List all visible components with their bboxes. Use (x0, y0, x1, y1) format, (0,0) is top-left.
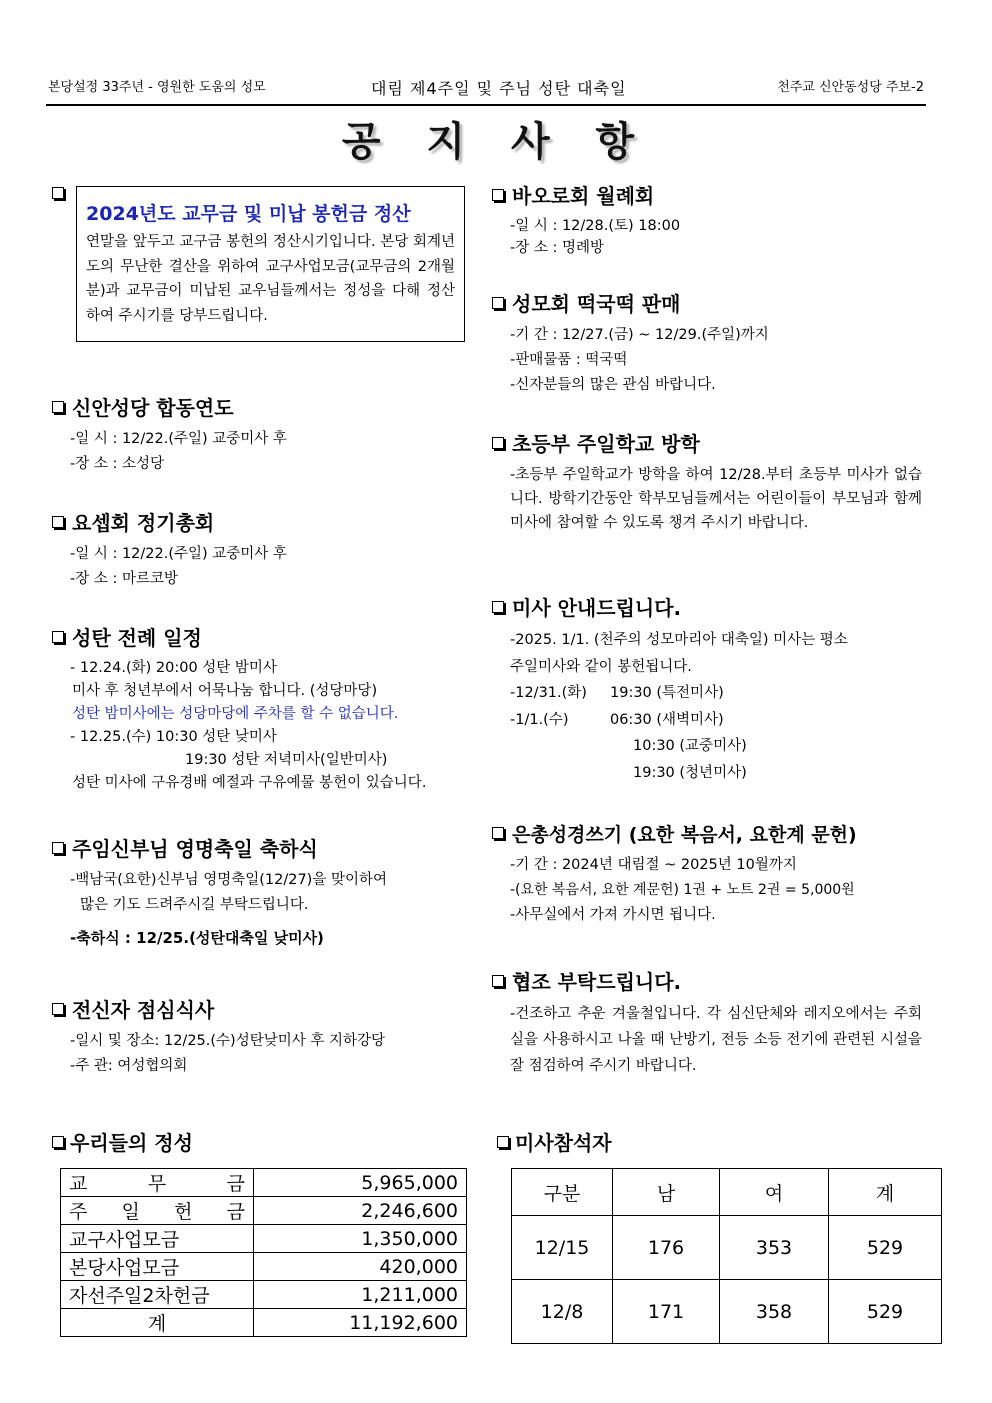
section-line: -판매물품 : 떡국떡 (510, 352, 628, 368)
section-line: -축하식 : 12/25.(성탄대축일 낮미사) (70, 929, 324, 947)
attendance-cell: 176 (613, 1216, 720, 1280)
section-title: 요셉회 정기총회 (72, 511, 215, 535)
checkbox-bullet-icon (52, 401, 64, 413)
section-christmas-liturgy (52, 622, 492, 795)
section-line: -(요한 복음서, 요한 계문헌) 1권 + 노트 2권 = 5,000원 (510, 882, 855, 898)
bulletin-header (46, 70, 926, 106)
donation-label: 교 무 금 (61, 1169, 254, 1197)
donation-value: 1,350,000 (254, 1225, 467, 1253)
section-line: -사무실에서 가져 가시면 됩니다. (510, 907, 716, 923)
section-title: 주임신부님 영명축일 축하식 (72, 837, 318, 861)
section-line: -12/31.(화) 19:30 (특전미사) (510, 685, 724, 701)
section-line: -일 시 : 12/28.(토) 18:00 (510, 218, 681, 234)
attendance-header-cell: 계 (829, 1169, 942, 1216)
attendance-row (512, 1280, 942, 1344)
checkbox-bullet-icon (52, 842, 64, 854)
parking-warning: 성탄 밤미사에는 성당마당에 주차를 할 수 없습니다. (72, 706, 399, 722)
header-center: 대림 제4주일 및 주님 성탄 대축일 (371, 79, 627, 98)
checkbox-bullet-icon (492, 437, 504, 449)
checkbox-bullet-icon (52, 631, 64, 643)
section-line: 19:30 성탄 저녁미사(일반미사) (185, 752, 388, 768)
donation-label: 본당사업모금 (61, 1253, 254, 1281)
section-line: -신자분들의 많은 관심 바랍니다. (510, 377, 716, 393)
checkbox-bullet-icon (492, 827, 504, 839)
donation-row (61, 1169, 467, 1197)
section-line: -2025. 1/1. (천주의 성모마리아 대축일) 미사는 평소 (510, 632, 848, 648)
section-line: 주일미사와 같이 봉헌됩니다. (510, 658, 692, 675)
section-lunch (52, 994, 492, 1079)
donation-row (61, 1225, 467, 1253)
box-notice-title: 2024년도 교무금 및 미납 봉헌금 정산 (86, 203, 411, 225)
section-cooperation (492, 966, 932, 1079)
section-line: -장 소 : 소성당 (70, 456, 164, 472)
section-title: 은총성경쓰기 (요한 복음서, 요한계 문헌) (512, 824, 857, 846)
section-line: -주 관: 여성협의회 (70, 1058, 188, 1074)
section-line: -일 시 : 12/22.(주일) 교중미사 후 (70, 431, 287, 447)
section-title: 성탄 전례 일정 (72, 626, 202, 650)
section-memorial (52, 392, 492, 477)
donation-value: 2,246,600 (254, 1197, 467, 1225)
checkbox-bullet-icon (52, 1003, 64, 1015)
attendance-header-cell: 남 (613, 1169, 720, 1216)
donation-row (61, 1281, 467, 1309)
donation-label: 계 (61, 1309, 254, 1337)
donation-value: 420,000 (254, 1253, 467, 1281)
donation-row (61, 1253, 467, 1281)
section-line: 19:30 (청년미사) (633, 764, 747, 781)
donation-value: 1,211,000 (254, 1281, 467, 1309)
attendance-cell: 529 (829, 1216, 942, 1280)
section-line: 성탄 미사에 구유경배 예절과 구유예물 봉헌이 있습니다. (72, 775, 427, 791)
checkbox-bullet-icon (492, 189, 504, 201)
checkbox-bullet-icon (492, 297, 504, 309)
section-title: 성모회 떡국떡 판매 (512, 292, 681, 316)
page-title: 공 지 사 항 (341, 119, 651, 165)
donations-section (52, 1127, 467, 1337)
section-line: -기 간 : 12/27.(금) ~ 12/29.(주일)까지 (510, 327, 769, 343)
attendance-cell: 529 (829, 1280, 942, 1344)
checkbox-bullet-icon (492, 975, 504, 987)
section-body: -초등부 주일학교가 방학을 하여 12/28.부터 초등부 미사가 없습니다. 방학기간동안 학부모님들께서는 어린이들이 부모님과 함께 미사에 참여할 수 있도록 챙겨 주시기 바랍니다. (510, 467, 922, 531)
section-paul-meeting (492, 180, 932, 259)
donations-title: 우리들의 정성 (70, 1131, 193, 1155)
section-line: 많은 기도 드려주시길 부탁드립니다. (80, 897, 309, 913)
donation-value: 5,965,000 (254, 1169, 467, 1197)
checkbox-bullet-icon (492, 601, 504, 613)
donation-label: 주 일 헌 금 (61, 1197, 254, 1225)
donation-value: 11,192,600 (254, 1309, 467, 1337)
attendance-cell: 358 (720, 1280, 829, 1344)
header-right: 천주교 신안동성당 주보-2 (777, 80, 924, 95)
section-line: 미사 후 청년부에서 어묵나눔 합니다. (성당마당) (72, 683, 378, 699)
box-notice-body: 연말을 앞두고 교구금 봉헌의 정산시기입니다. 본당 회계년도의 무난한 결산을 위하여 교구사업모금(교무금의 2개월분)과 교무금이 미납된 교우님들께서는 정성을 다해 정산하여 주시기를 당부드립니다. (86, 234, 455, 324)
donation-label: 자선주일2차헌금 (61, 1281, 254, 1309)
section-body: -건조하고 추운 겨울철입니다. 각 심신단체와 레지오에서는 주회실을 사용하시고 나올 때 난방기, 전등 소등 전기에 관련된 시설을 잘 점검하여 주시기 바랍니다. (510, 1006, 922, 1074)
section-mass-info (492, 592, 932, 786)
section-line: -일시 및 장소: 12/25.(수)성탄낮미사 후 지하강당 (70, 1033, 385, 1049)
section-rice-cake-sale (492, 288, 932, 398)
section-title: 초등부 주일학교 방학 (512, 432, 700, 456)
section-title: 바오로회 월례회 (512, 184, 655, 208)
section-line: -1/1.(수) 06:30 (새벽미사) (510, 711, 724, 728)
attendance-cell: 12/8 (512, 1280, 613, 1344)
box-notice (76, 186, 465, 342)
attendance-cell: 171 (613, 1280, 720, 1344)
checkbox-bullet-icon (52, 1136, 64, 1148)
donation-row (61, 1197, 467, 1225)
donations-table (60, 1168, 467, 1337)
section-title: 전신자 점심식사 (72, 998, 215, 1022)
section-line: 10:30 (교중미사) (633, 738, 747, 754)
section-line: -장 소 : 명례방 (510, 240, 604, 256)
header-left: 본당설정 33주년 - 영원한 도움의 성모 (48, 80, 266, 95)
attendance-section (497, 1127, 942, 1344)
attendance-table (511, 1168, 942, 1344)
section-line: -기 간 : 2024년 대림절 ~ 2025년 10월까지 (510, 857, 797, 873)
attendance-header-cell: 구분 (512, 1169, 613, 1216)
section-joseph-meeting (52, 507, 492, 592)
donation-row (61, 1309, 467, 1337)
attendance-header-row (512, 1169, 942, 1216)
section-sunday-school (492, 428, 932, 535)
section-bible-writing (492, 820, 932, 928)
section-line: - 12.24.(화) 20:00 성탄 밤미사 (70, 660, 277, 676)
section-title: 협조 부탁드립니다. (512, 970, 682, 994)
attendance-header-cell: 여 (720, 1169, 829, 1216)
section-line: -일 시 : 12/22.(주일) 교중미사 후 (70, 546, 287, 562)
attendance-cell: 353 (720, 1216, 829, 1280)
section-line: -장 소 : 마르코방 (70, 571, 178, 587)
attendance-title: 미사참석자 (515, 1131, 612, 1155)
checkbox-bullet-icon (52, 187, 64, 199)
section-pastor-feast (52, 833, 492, 951)
section-title: 미사 안내드립니다. (512, 596, 682, 620)
section-title: 신안성당 합동연도 (72, 396, 234, 420)
checkbox-bullet-icon (497, 1136, 509, 1148)
section-line: - 12.25.(수) 10:30 성탄 낮미사 (70, 729, 277, 745)
checkbox-bullet-icon (52, 516, 64, 528)
donation-label: 교구사업모금 (61, 1225, 254, 1253)
section-line: -백남국(요한)신부님 영명축일(12/27)을 맞이하여 (70, 872, 387, 888)
attendance-row (512, 1216, 942, 1280)
attendance-cell: 12/15 (512, 1216, 613, 1280)
